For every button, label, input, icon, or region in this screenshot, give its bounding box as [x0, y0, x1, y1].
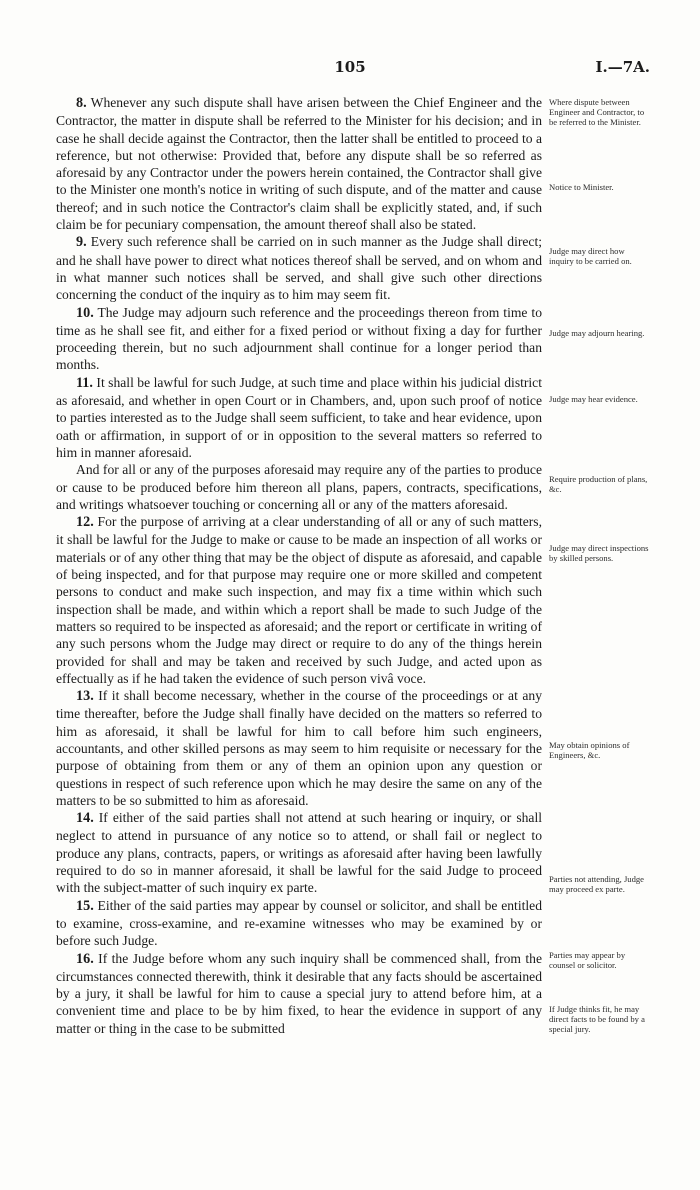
clause-15	[56, 897, 542, 950]
clause-9	[56, 233, 542, 303]
clause-13	[56, 687, 542, 809]
clause-8	[56, 94, 542, 233]
clause-16	[56, 950, 542, 1037]
clause-text: Every such reference shall be carried on in such manner as the Judge shall direct; and he shall have power to direct what notices thereof shall be served, and on whom and in what manner such notices shall be served, and shall give such other directions concerning the conduct of the inquiry as to him may seem fit.	[56, 234, 542, 303]
clause-number: 8.	[76, 95, 87, 111]
margin-note: Where dispute between Engineer and Contractor, to be referred to the Minister.	[549, 97, 645, 128]
clause-text: The Judge may adjourn such reference and the proceedings thereon from time to time as he shall see fit, and either for a fixed period or without fixing a day for further proceeding therein, but no such adjournment shall continue for a longer period than months.	[56, 304, 610, 373]
clause-text: And for all or any of the purposes aforesaid may require any of the parties to produce or cause to be produced before him thereon all plans, papers, contracts, specifications, and writings whatsoever touching or concerning all or any of the matters aforesaid.	[56, 462, 542, 512]
margin-note: If Judge thinks fit, he may direct facts to be found by a special jury.	[549, 1004, 645, 1035]
clause-12	[56, 513, 542, 687]
sheet-reference: I.—7A.	[595, 58, 650, 76]
margin-note: Judge may hear evidence.	[549, 394, 638, 404]
clause-text: If the Judge before whom any such inquiry shall be commenced shall, from the circumstances connected therewith, think it desirable that any facts should be ascertained by a jury, it shall be lawful for him to cause a special jury to attend before him, at a convenient time and place to be by him fixed, to hear the evidence in support of any matter or thing in the case to be submitted	[56, 950, 542, 1036]
margin-note: Notice to Minister.	[549, 182, 614, 192]
clause-text: For the purpose of arriving at a clear understanding of all or any of such matters, it shall be lawful for the Judge to make or cause to be made an inspection of all works or materials or of any other thing that may be the object of dispute as aforesaid, and capable of being inspected, and for that purpose may require one or more skilled and competent persons to conduct and make such inspection, and may fix a time within which such inspection shall be made, and within which a report shall be made to such Judge of the matters so required to be inspected as aforesaid; and the report or certificate in writing of any such persons whom the Judge may direct or require to do any of the things herein provided for shall and may be taken and received by such Judge, and acted upon as effectually as if he had taken the evidence of such person vivâ voce.	[56, 514, 542, 686]
clause-number: 9.	[76, 234, 87, 251]
margin-note: Parties not attending, Judge may proceed ex parte.	[549, 874, 644, 895]
clause-11	[56, 374, 542, 461]
clause-text: If either of the said parties shall not attend at such hearing or inquiry, or shall neglect to attend in pursuance of any notice so to attend, or shall fail or neglect to produce any plans, contracts, papers, or writings as aforesaid after having been lawfully required to do so in manner aforesaid, it shall be lawful for the said Judge to proceed with the subject-matter of such inquiry ex parte.	[56, 810, 543, 896]
clause-number: 10.	[76, 304, 94, 321]
clause-number: 11.	[76, 374, 93, 391]
clause-11-continued	[56, 461, 542, 513]
clause-text: Whenever any such dispute shall have arisen between the Chief Engineer and the Contractor, the matter in dispute shall be referred to the Minister for his decision; and in case he shall decide against the Contractor, then the latter shall be entitled to proceed to a reference, but not otherwise: Provided that, before any dispute shall be so referred as aforesaid by any Contractor under the powers herein contained, the Contractor shall give to the Minister one month's notice in writing of such dispute, and of the matter and cause thereof; and in such notice the Contractor's claim shall be explicitly stated, and, if such claim be for pecuniary compensation, the amount thereof shall also be stated.	[56, 95, 542, 233]
margin-note: Judge may direct inspections by skilled persons.	[549, 543, 649, 564]
margin-note: Judge may adjourn hearing.	[549, 328, 645, 338]
clause-text: If it shall become necessary, whether in the course of the proceedings or at any time thereafter, before the Judge shall finally have decided on the matters so referred to him as aforesaid, it shall be lawful for him to call before him such engineers, accountants, and other skilled persons as may seem to him requisite or necessary for the purpose of obtaining from them or any of them an opinion upon any question or questions in respect of such reference upon which he may desire the same on any of the matters to be so submitted to him as aforesaid.	[56, 688, 542, 808]
page-header	[0, 58, 700, 80]
margin-note: Require production of plans, &c.	[549, 474, 648, 495]
clause-text: Either of the said parties may appear by counsel or solicitor, and shall be entitled to examine, cross-examine, and re-examine witnesses who may be examined by or before such Judge.	[56, 897, 542, 949]
clause-number: 13.	[76, 688, 94, 705]
clause-number: 12.	[76, 514, 94, 531]
clause-number: 14.	[76, 810, 94, 827]
margin-note: May obtain opinions of Engineers, &c.	[549, 740, 630, 761]
clause-number: 16.	[76, 950, 94, 967]
clause-number: 15.	[76, 897, 94, 914]
clause-14	[56, 809, 542, 896]
margin-note: Judge may direct how inquiry to be carried on.	[549, 246, 632, 267]
page-number: 105	[334, 58, 366, 76]
margin-note: Parties may appear by counsel or solicitor.	[549, 950, 626, 971]
clause-text: It shall be lawful for such Judge, at such time and place within his judicial district as aforesaid, and whether in open Court or in Chambers, and, upon such proof of notice to parties interested as to the Judge shall seem sufficient, to take and hear evidence, upon oath or affirmation, in support of or in opposition to the several matters so referred to him in manner aforesaid.	[56, 374, 542, 460]
